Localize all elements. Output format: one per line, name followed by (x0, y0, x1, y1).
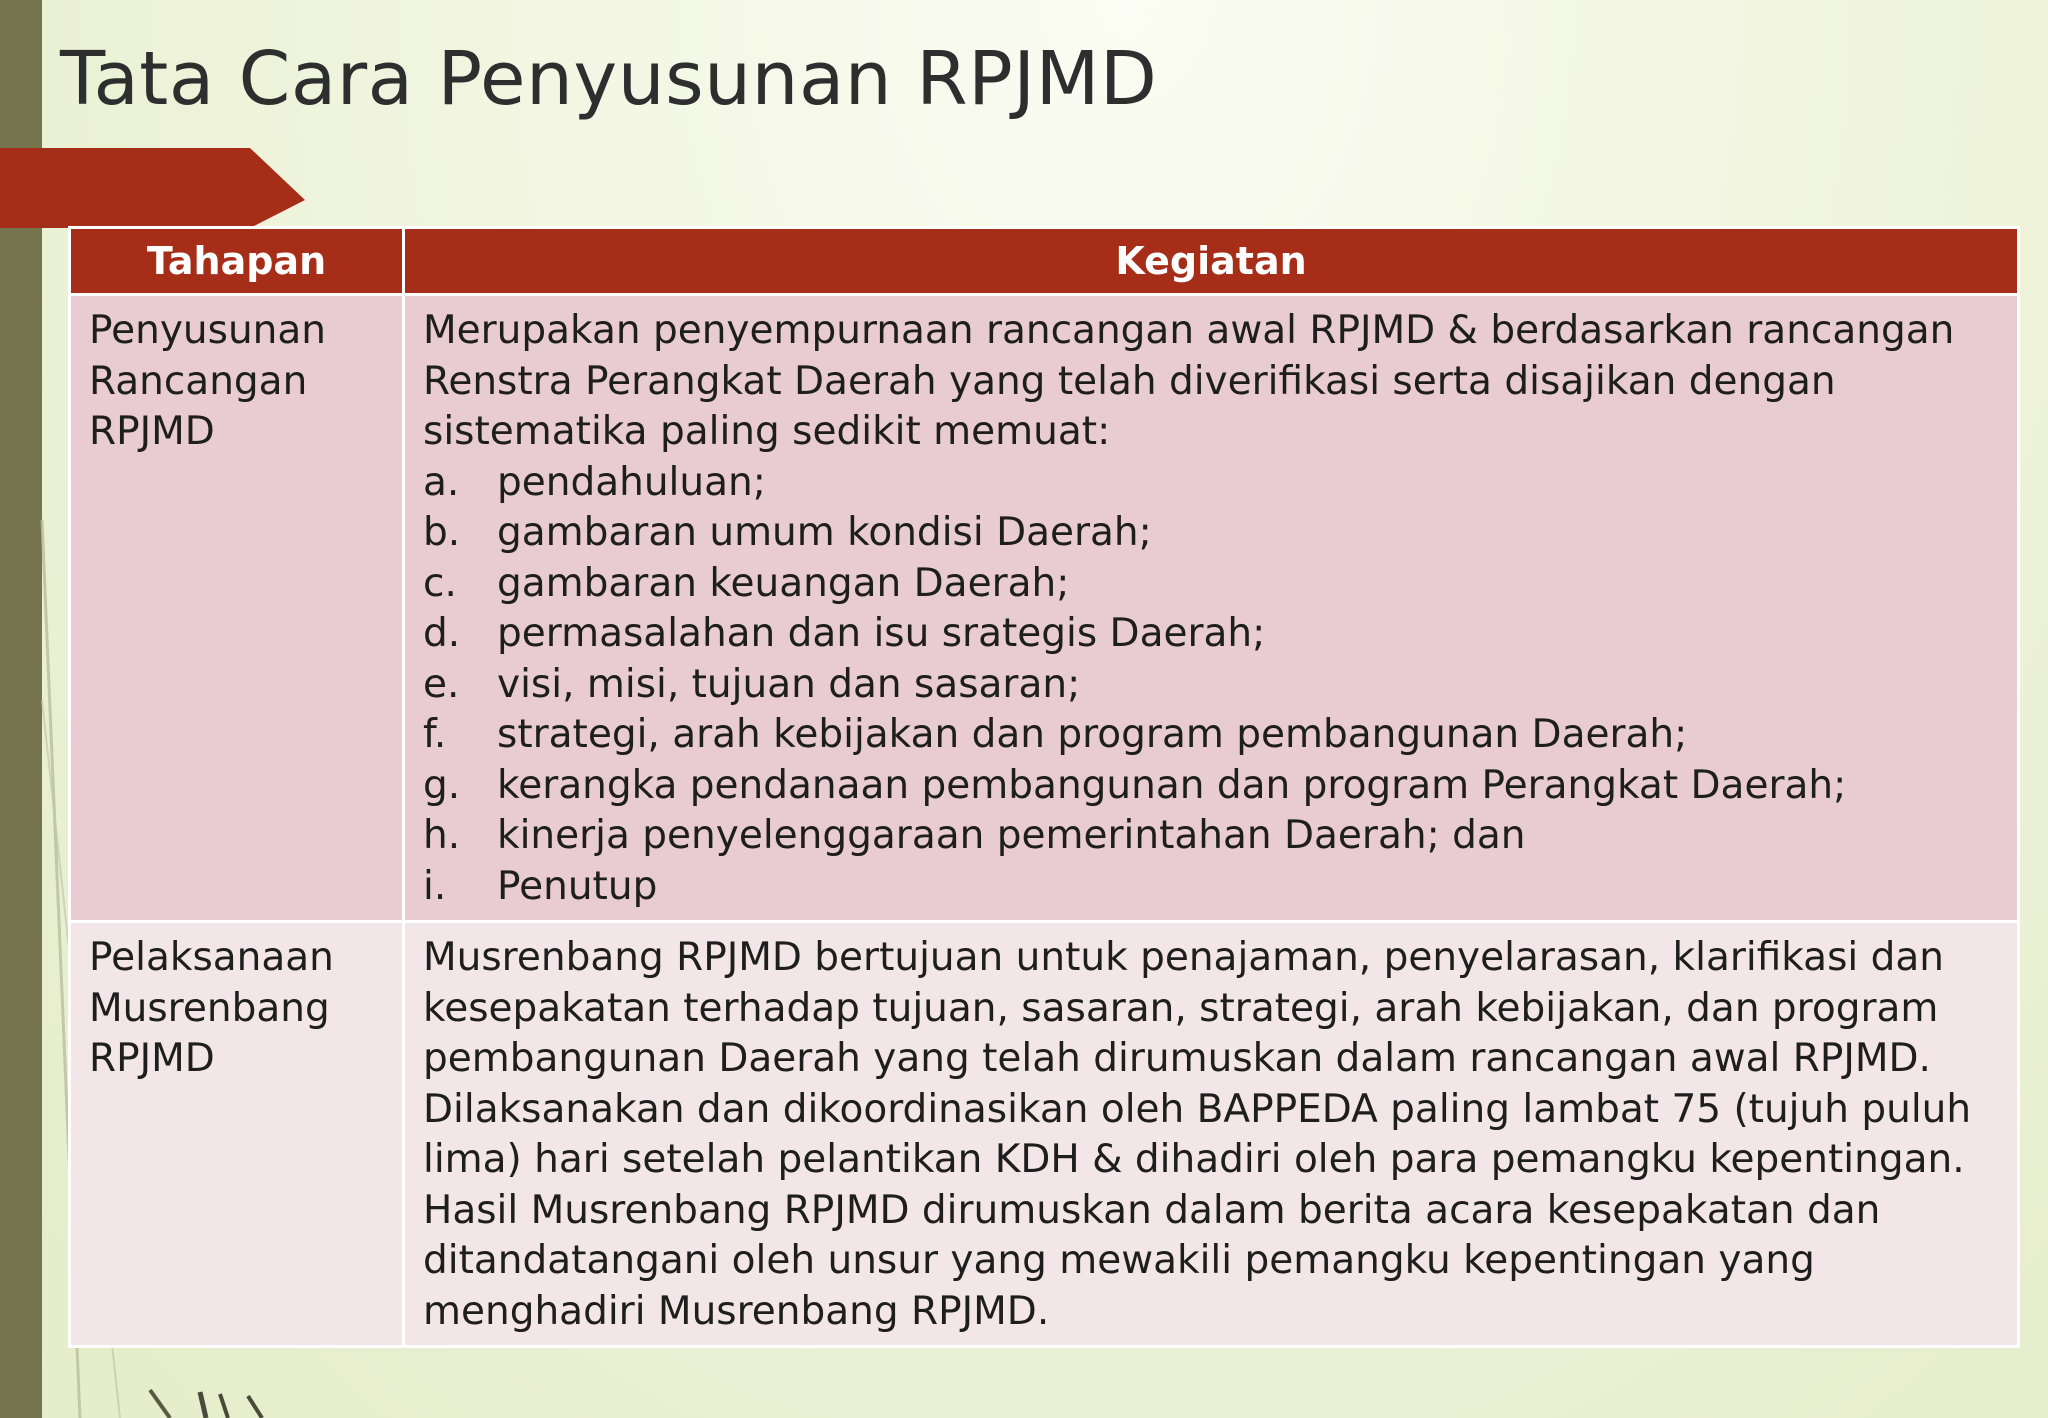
list-item (423, 559, 1999, 610)
tahapan-line: RPJMD (89, 1036, 215, 1081)
table-row (70, 922, 2019, 1347)
list-marker: d. (423, 611, 461, 656)
list-text: kinerja penyelenggaraan pemerintahan Daerah; dan (497, 813, 1526, 858)
kegiatan-paragraph: Musrenbang RPJMD bertujuan untuk penajaman, penyelarasan, klarifikasi dan kesepakatan terhadap tujuan, sasaran, strategi, arah kebijakan, dan program pembangunan Daerah yang telah dirumuskan dalam rancangan awal RPJMD. Dilaksanakan dan dikoordinasikan oleh BAPPEDA paling lambat 75 (tujuh puluh lima) hari setelah pelantikan KDH & dihadiri oleh para pemangku kepentingan. (423, 935, 1972, 1182)
tahapan-line: Musrenbang (89, 985, 330, 1031)
sistematika-list (423, 458, 1999, 913)
tahapan-line: RPJMD (89, 409, 215, 454)
list-marker: h. (423, 813, 461, 858)
list-text: Penutup (497, 863, 658, 909)
list-item (423, 609, 1999, 660)
table-row (70, 295, 2019, 922)
list-text: strategi, arah kebijakan dan program pembangunan Daerah; (497, 712, 1688, 757)
table-header-row (70, 228, 2019, 295)
list-item (423, 508, 1999, 559)
list-item (423, 862, 1999, 913)
list-text: kerangka pendanaan pembangunan dan program Perangkat Daerah; (497, 762, 1847, 808)
rpjmd-table (68, 226, 2020, 1348)
kegiatan-cell (404, 295, 2019, 922)
list-text: pendahuluan; (497, 459, 766, 505)
list-item (423, 710, 1999, 761)
arrow-tab-decoration (0, 148, 310, 228)
kegiatan-cell (404, 922, 2019, 1347)
list-marker: g. (423, 762, 461, 808)
kegiatan-intro: Merupakan penyempurnaan rancangan awal RPJMD & berdasarkan rancangan Renstra Perangkat Daerah yang telah diverifikasi serta disajikan dengan sistematika paling sedikit memuat: (423, 308, 1955, 454)
list-marker: i. (423, 863, 447, 909)
list-marker: e. (423, 661, 460, 707)
list-text: gambaran umum kondisi Daerah; (497, 510, 1152, 555)
kegiatan-paragraph: Hasil Musrenbang RPJMD dirumuskan dalam berita acara kesepakatan dan ditandatangani oleh unsur yang mewakili pemangku kepentingan yang menghadiri Musrenbang RPJMD. (423, 1187, 1881, 1334)
tahapan-cell (70, 922, 404, 1347)
tahapan-line: Penyusunan (89, 308, 327, 353)
list-item (423, 761, 1999, 812)
header-tahapan: Tahapan (70, 228, 404, 295)
list-marker: f. (423, 712, 447, 757)
list-item (423, 458, 1999, 509)
tahapan-cell (70, 295, 404, 922)
list-text: permasalahan dan isu srategis Daerah; (497, 611, 1266, 656)
list-marker: a. (423, 459, 460, 505)
list-text: visi, misi, tujuan dan sasaran; (497, 661, 1081, 707)
list-item (423, 811, 1999, 862)
slide-title: Tata Cara Penyusunan RPJMD (60, 36, 1158, 122)
list-marker: c. (423, 560, 457, 606)
list-text: gambaran keuangan Daerah; (497, 560, 1070, 606)
tahapan-line: Rancangan (89, 358, 308, 404)
list-item (423, 660, 1999, 711)
tahapan-line: Pelaksanaan (89, 935, 334, 980)
header-kegiatan: Kegiatan (404, 228, 2019, 295)
list-marker: b. (423, 510, 461, 555)
